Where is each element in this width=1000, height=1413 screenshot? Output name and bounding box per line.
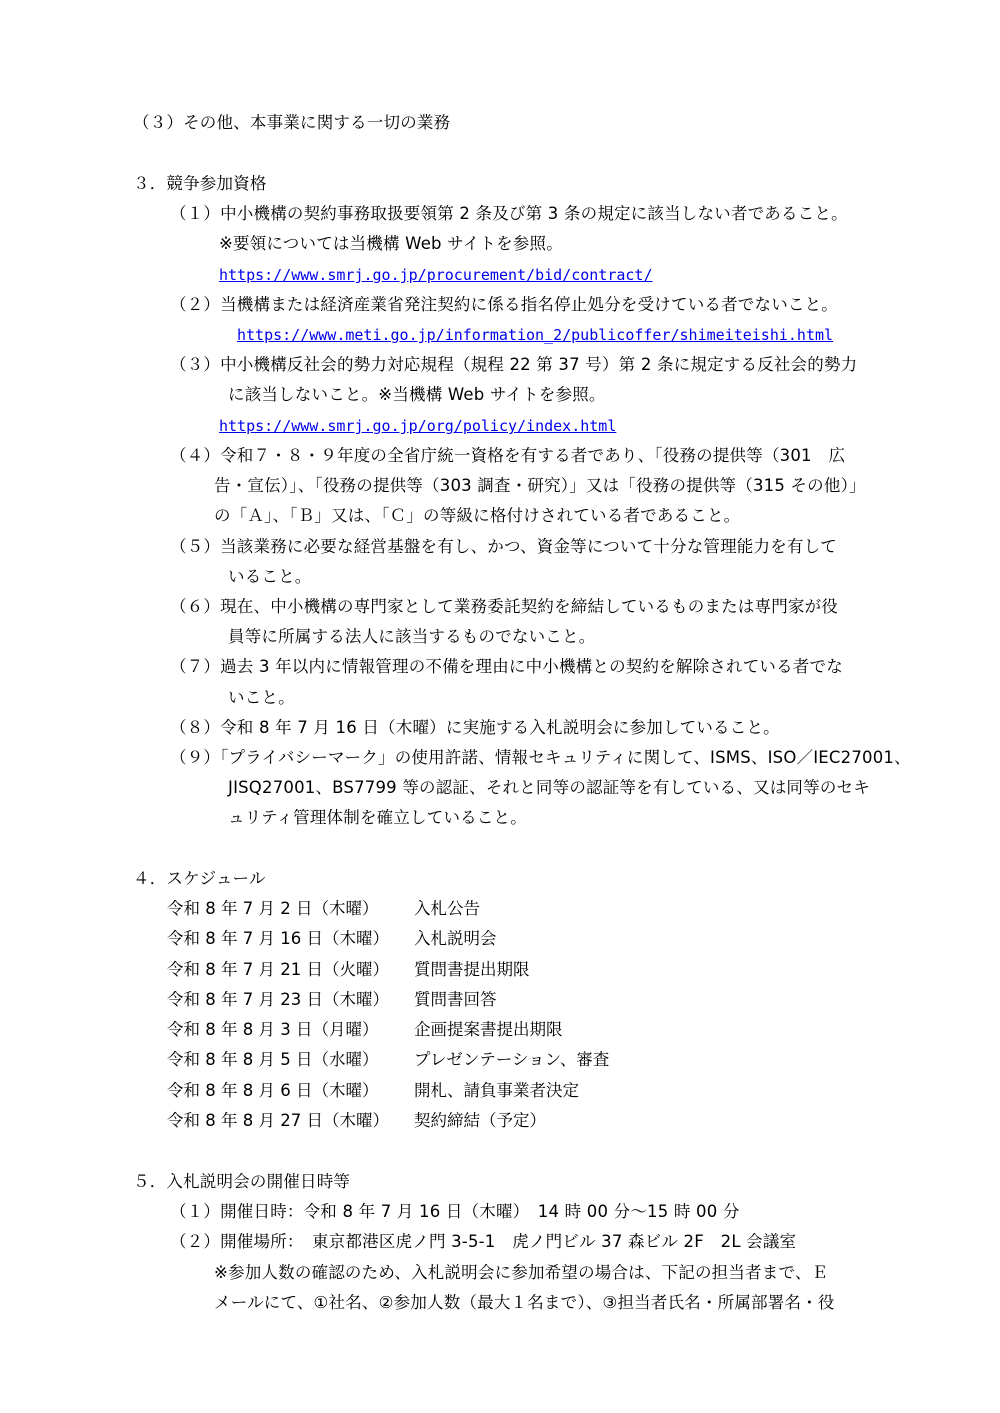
qualification-4-line1: （４）令和７・８・９年度の全省庁統一資格を有する者であり、「役務の提供等（301 広 — [170, 446, 846, 465]
item-3-other: （３）その他、本事業に関する一切の業務 — [133, 113, 451, 132]
qualification-2: （２）当機構または経済産業省発注契約に係る指名停止処分を受けている者でないこと。 — [170, 295, 838, 314]
schedule-event: 入札説明会 — [414, 929, 497, 948]
qualification-1-note: ※要領については当機構 Web サイトを参照。 — [219, 234, 563, 253]
schedule-date: 令和 8 年 7 月 21 日（火曜） — [167, 960, 389, 979]
schedule-date: 令和 8 年 7 月 23 日（木曜） — [167, 990, 389, 1009]
briefing-note-line1: ※参加人数の確認のため、入札説明会に参加希望の場合は、下記の担当者まで、Ｅ — [214, 1263, 829, 1282]
schedule-date: 令和 8 年 8 月 3 日（月曜） — [167, 1020, 379, 1039]
qualification-7-line2: いこと。 — [228, 688, 295, 707]
policy-link[interactable]: https://www.smrj.go.jp/org/policy/index.html — [219, 417, 617, 435]
qualification-9-line2: JISQ27001、BS7799 等の認証、それと同等の認証等を有している、又は同等のセキ — [228, 778, 870, 797]
qualification-6-line2: 員等に所属する法人に該当するものでないこと。 — [228, 627, 596, 646]
section-5-heading: ５．入札説明会の開催日時等 — [133, 1172, 351, 1191]
schedule-event: 企画提案書提出期限 — [414, 1020, 563, 1039]
qualification-6-line1: （６）現在、中小機構の専門家として業務委託契約を締結しているものまたは専門家が役 — [170, 597, 838, 616]
schedule-date: 令和 8 年 8 月 5 日（水曜） — [167, 1050, 379, 1069]
schedule-date: 令和 8 年 7 月 16 日（木曜） — [167, 929, 389, 948]
schedule-event: 契約締結（予定） — [414, 1111, 546, 1130]
qualification-8: （８）令和 8 年 7 月 16 日（木曜）に実施する入札説明会に参加していること。 — [170, 718, 780, 737]
qualification-4-line3: の「Ａ」、「Ｂ」又は、「Ｃ」の等級に格付けされている者であること。 — [214, 506, 741, 525]
schedule-event: プレゼンテーション、審査 — [414, 1050, 610, 1069]
qualification-9-line1: （９）「プライバシーマーク」の使用許諾、情報セキュリティに関して、ISMS、ISO／IEC27001、 — [170, 748, 911, 767]
briefing-note-line2: メールにて、①社名、②参加人数（最大１名まで）、③担当者氏名・所属部署名・役 — [214, 1293, 835, 1312]
qualification-1: （１）中小機構の契約事務取扱要領第 2 条及び第 3 条の規定に該当しない者であること。 — [170, 204, 848, 223]
schedule-date: 令和 8 年 8 月 6 日（木曜） — [167, 1081, 379, 1100]
qualification-3-line1: （３）中小機構反社会的勢力対応規程（規程 22 第 37 号）第 2 条に規定する反社会的勢力 — [170, 355, 858, 374]
schedule-event: 質問書回答 — [414, 990, 497, 1009]
section-3-heading: ３．競争参加資格 — [133, 174, 267, 193]
briefing-datetime: （１）開催日時：令和 8 年 7 月 16 日（木曜） 14 時 00 分～15 時 00 分 — [170, 1202, 740, 1221]
qualification-3-line2: に該当しないこと。※当機構 Web サイトを参照。 — [228, 385, 606, 404]
qualification-5-line2: いること。 — [228, 567, 312, 586]
schedule-date: 令和 8 年 7 月 2 日（木曜） — [167, 899, 379, 918]
schedule-event: 入札公告 — [414, 899, 480, 918]
schedule-event: 開札、請負事業者決定 — [414, 1081, 579, 1100]
schedule-date: 令和 8 年 8 月 27 日（木曜） — [167, 1111, 389, 1130]
contract-rules-link[interactable]: https://www.smrj.go.jp/procurement/bid/contract/ — [219, 266, 653, 284]
qualification-7-line1: （７）過去 3 年以内に情報管理の不備を理由に中小機構との契約を解除されている者でな — [170, 657, 843, 676]
schedule-event: 質問書提出期限 — [414, 960, 530, 979]
section-4-heading: ４．スケジュール — [133, 869, 266, 888]
qualification-9-line3: ュリティ管理体制を確立していること。 — [228, 808, 527, 827]
qualification-5-line1: （５）当該業務に必要な経営基盤を有し、かつ、資金等について十分な管理能力を有して — [170, 537, 838, 556]
qualification-4-line2: 告・宣伝）」、「役務の提供等（303 調査・研究）」又は「役務の提供等（315 その他）」 — [214, 476, 866, 495]
briefing-venue: （２）開催場所： 東京都港区虎ノ門 3-5-1 虎ノ門ビル 37 森ビル 2F 2L 会議室 — [170, 1232, 797, 1251]
suspension-list-link[interactable]: https://www.meti.go.jp/information_2/publicoffer/shimeiteishi.html — [237, 326, 834, 344]
